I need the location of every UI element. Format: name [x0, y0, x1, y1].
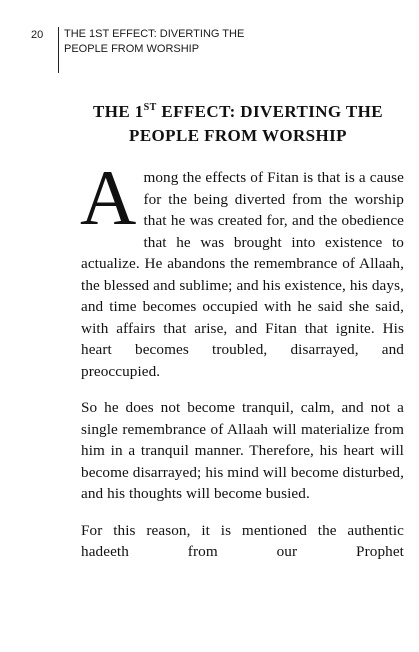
running-header [31, 27, 284, 73]
chapter-title-ordinal: ST [143, 102, 157, 113]
paragraph-1-text: mong the effects of Fitan is that is a cause for the being diverted from the worship that he was created for, and the obedience that he was brought into existence to actualize. He abandons the remembrance of Allaah, the blessed and sublime; and his existence, his days, and time becomes occupied with he said she said, with affairs that arise, and Fitan that ignite. His heart becomes troubled, disarrayed, and preoccupied. [81, 169, 404, 380]
chapter-title-rest: EFFECT: DIVERTING THE PEOPLE FROM WORSHIP [129, 102, 383, 145]
paragraph-1 [80, 154, 404, 382]
chapter-title-prefix: THE 1 [93, 102, 144, 121]
drop-cap: A [80, 154, 137, 241]
chapter-title [76, 96, 400, 148]
paragraph-2: So he does not become tranquil, calm, and not a single remembrance of Allaah will materialize from him in a tranquil manner. Therefore, his heart will become disarrayed; his mind will become disturbed, and his thoughts will become busied. [81, 399, 404, 502]
paragraph-3: For this reason, it is mentioned the authentic hadeeth from our Prophet [81, 521, 404, 560]
header-divider [58, 27, 59, 73]
page-number: 20 [31, 29, 44, 41]
body-text [80, 154, 404, 578]
running-title: THE 1ST EFFECT: DIVERTING THE PEOPLE FROM WORSHIP [64, 28, 245, 55]
